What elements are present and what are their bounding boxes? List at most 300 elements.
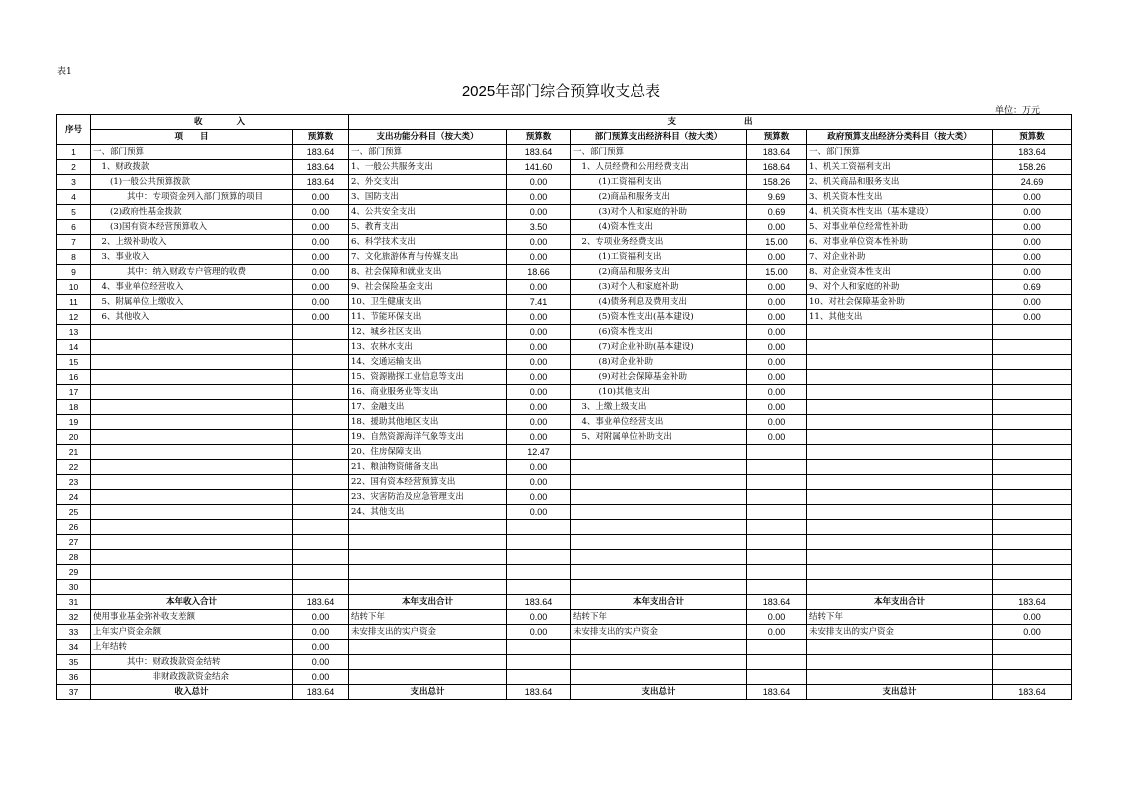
functional-item-cell [349,520,507,535]
income-amount-cell [293,415,349,430]
gov-economic-item-cell: 2、机关商品和服务支出 [807,175,993,190]
gov-economic-item-cell: 未安排支出的实户资金 [807,625,993,640]
income-amount-cell [293,580,349,595]
table-row [57,610,1072,625]
gov-economic-item-cell: 一、部门预算 [807,145,993,160]
dept-economic-amount-cell: 168.64 [747,160,807,175]
dept-economic-amount-cell [747,565,807,580]
dept-economic-item-cell: (9)对社会保障基金补助 [571,370,747,385]
col-header-dept-economic-item: 部门预算支出经济科目（按大类） [571,130,747,145]
income-item-cell: (1)一般公共预算拨款 [91,175,293,190]
income-amount-cell [293,340,349,355]
dept-economic-item-cell: (8)对企业补助 [571,355,747,370]
gov-economic-amount-cell: 0.00 [993,205,1072,220]
income-item-cell: 本年收入合计 [91,595,293,610]
gov-economic-amount-cell [993,325,1072,340]
income-amount-cell [293,355,349,370]
col-header-functional-amount: 预算数 [507,130,571,145]
table-row [57,400,1072,415]
table-row [57,370,1072,385]
dept-economic-amount-cell [747,670,807,685]
gov-economic-item-cell [807,400,993,415]
income-item-cell: (2)政府性基金拨款 [91,205,293,220]
dept-economic-item-cell: (4)债务利息及费用支出 [571,295,747,310]
seq-cell: 34 [57,640,91,655]
gov-economic-item-cell [807,475,993,490]
income-item-cell [91,355,293,370]
table-row [57,625,1072,640]
dept-economic-item-cell [571,520,747,535]
dept-economic-amount-cell: 0.69 [747,205,807,220]
gov-economic-amount-cell: 0.69 [993,280,1072,295]
income-item-cell [91,460,293,475]
gov-economic-item-cell [807,430,993,445]
dept-economic-amount-cell: 183.64 [747,145,807,160]
dept-economic-amount-cell: 15.00 [747,235,807,250]
col-header-income-amount: 预算数 [293,130,349,145]
income-item-cell: 上年结转 [91,640,293,655]
income-amount-cell [293,475,349,490]
functional-item-cell: 20、住房保障支出 [349,445,507,460]
income-amount-cell [293,505,349,520]
header-group-row [57,115,1072,130]
income-item-cell: (3)国有资本经营预算收入 [91,220,293,235]
table-row [57,670,1072,685]
dept-economic-item-cell: 一、部门预算 [571,145,747,160]
income-item-cell [91,550,293,565]
gov-economic-amount-cell: 0.00 [993,190,1072,205]
gov-economic-item-cell: 7、对企业补助 [807,250,993,265]
income-item-cell [91,325,293,340]
gov-economic-amount-cell [993,415,1072,430]
functional-item-cell [349,535,507,550]
dept-economic-item-cell [571,670,747,685]
gov-economic-item-cell [807,535,993,550]
functional-amount-cell [507,520,571,535]
income-amount-cell: 0.00 [293,265,349,280]
dept-economic-amount-cell [747,580,807,595]
income-item-cell [91,385,293,400]
functional-amount-cell [507,655,571,670]
functional-amount-cell [507,565,571,580]
table-row [57,655,1072,670]
gov-economic-item-cell: 结转下年 [807,610,993,625]
dept-economic-item-cell: (6)资本性支出 [571,325,747,340]
functional-amount-cell: 0.00 [507,310,571,325]
dept-economic-item-cell [571,445,747,460]
gov-economic-amount-cell [993,655,1072,670]
table-row [57,565,1072,580]
income-item-cell: 其中：纳入财政专户管理的收费 [91,265,293,280]
dept-economic-amount-cell [747,475,807,490]
seq-cell: 19 [57,415,91,430]
income-amount-cell: 183.64 [293,685,349,700]
gov-economic-item-cell [807,520,993,535]
seq-cell: 3 [57,175,91,190]
gov-economic-amount-cell: 0.00 [993,295,1072,310]
income-item-cell [91,505,293,520]
functional-item-cell: 24、其他支出 [349,505,507,520]
functional-item-cell: 22、国有资本经营预算支出 [349,475,507,490]
income-item-cell [91,490,293,505]
functional-amount-cell: 0.00 [507,175,571,190]
dept-economic-amount-cell: 183.64 [747,595,807,610]
dept-economic-amount-cell [747,460,807,475]
gov-economic-amount-cell [993,580,1072,595]
gov-economic-amount-cell: 183.64 [993,685,1072,700]
seq-cell: 36 [57,670,91,685]
gov-economic-amount-cell [993,490,1072,505]
functional-amount-cell [507,640,571,655]
dept-economic-item-cell: (1)工资福利支出 [571,175,747,190]
income-amount-cell: 0.00 [293,235,349,250]
seq-cell: 7 [57,235,91,250]
table-row [57,205,1072,220]
gov-economic-item-cell: 5、对事业单位经常性补助 [807,220,993,235]
unit-label: 单位：万元 [994,106,1040,116]
income-amount-cell: 0.00 [293,190,349,205]
dept-economic-item-cell: 4、事业单位经营支出 [571,415,747,430]
income-amount-cell: 0.00 [293,655,349,670]
seq-cell: 15 [57,355,91,370]
functional-item-cell: 4、公共安全支出 [349,205,507,220]
income-item-cell: 6、其他收入 [91,310,293,325]
income-item-cell [91,400,293,415]
table-row [57,460,1072,475]
income-item-cell [91,535,293,550]
functional-amount-cell: 0.00 [507,505,571,520]
functional-item-cell: 5、教育支出 [349,220,507,235]
functional-amount-cell: 0.00 [507,430,571,445]
dept-economic-amount-cell: 158.26 [747,175,807,190]
dept-economic-amount-cell [747,445,807,460]
table-row [57,190,1072,205]
table-row [57,520,1072,535]
gov-economic-item-cell [807,415,993,430]
dept-economic-item-cell: 支出总计 [571,685,747,700]
income-item-cell: 其中：专项资金列入部门预算的项目 [91,190,293,205]
seq-cell: 29 [57,565,91,580]
table-row [57,430,1072,445]
table-row [57,340,1072,355]
seq-cell: 24 [57,490,91,505]
dept-economic-item-cell [571,565,747,580]
dept-economic-item-cell: (5)资本性支出(基本建设) [571,310,747,325]
income-item-cell [91,430,293,445]
dept-economic-item-cell: (7)对企业补助(基本建设) [571,340,747,355]
gov-economic-item-cell: 6、对事业单位资本性补助 [807,235,993,250]
seq-cell: 13 [57,325,91,340]
table-row [57,490,1072,505]
dept-economic-item-cell: (2)商品和服务支出 [571,190,747,205]
income-amount-cell: 0.00 [293,610,349,625]
gov-economic-amount-cell: 0.00 [993,265,1072,280]
gov-economic-item-cell [807,580,993,595]
income-amount-cell [293,550,349,565]
seq-cell: 4 [57,190,91,205]
functional-item-cell: 15、资源勘探工业信息等支出 [349,370,507,385]
gov-economic-item-cell [807,670,993,685]
income-amount-cell: 0.00 [293,205,349,220]
dept-economic-item-cell: (10)其他支出 [571,385,747,400]
gov-economic-item-cell: 4、机关资本性支出（基本建设） [807,205,993,220]
table-row [57,595,1072,610]
table-row [57,385,1072,400]
col-header-gov-economic-amount: 预算数 [993,130,1072,145]
functional-amount-cell: 0.00 [507,190,571,205]
gov-economic-amount-cell [993,475,1072,490]
table-row [57,310,1072,325]
seq-cell: 37 [57,685,91,700]
table-row [57,265,1072,280]
dept-economic-amount-cell: 0.00 [747,415,807,430]
gov-economic-amount-cell [993,355,1072,370]
table-row [57,475,1072,490]
functional-amount-cell [507,550,571,565]
dept-economic-item-cell [571,640,747,655]
seq-header: 序号 [57,115,91,145]
income-item-cell: 5、附属单位上缴收入 [91,295,293,310]
table-row [57,280,1072,295]
seq-cell: 21 [57,445,91,460]
gov-economic-amount-cell: 24.69 [993,175,1072,190]
gov-economic-amount-cell [993,565,1072,580]
gov-economic-amount-cell [993,430,1072,445]
income-amount-cell [293,460,349,475]
table-row [57,220,1072,235]
col-header-income-item: 项 目 [91,130,293,145]
gov-economic-item-cell [807,640,993,655]
functional-item-cell [349,580,507,595]
gov-economic-amount-cell: 0.00 [993,610,1072,625]
gov-economic-amount-cell: 183.64 [993,595,1072,610]
income-amount-cell [293,385,349,400]
dept-economic-amount-cell: 0.00 [747,340,807,355]
dept-economic-amount-cell: 0.00 [747,430,807,445]
income-amount-cell [293,400,349,415]
gov-economic-amount-cell [993,445,1072,460]
gov-economic-amount-cell: 0.00 [993,250,1072,265]
gov-economic-amount-cell: 158.26 [993,160,1072,175]
gov-economic-item-cell: 11、其他支出 [807,310,993,325]
dept-economic-item-cell [571,460,747,475]
functional-amount-cell: 18.66 [507,265,571,280]
dept-economic-item-cell: (3)对个人和家庭补助 [571,280,747,295]
functional-amount-cell: 3.50 [507,220,571,235]
dept-economic-item-cell: (4)资本性支出 [571,220,747,235]
seq-cell: 27 [57,535,91,550]
functional-amount-cell: 0.00 [507,280,571,295]
dept-economic-amount-cell [747,535,807,550]
gov-economic-item-cell: 1、机关工资福利支出 [807,160,993,175]
income-amount-cell: 0.00 [293,670,349,685]
dept-economic-item-cell [571,580,747,595]
gov-economic-item-cell [807,370,993,385]
seq-cell: 28 [57,550,91,565]
dept-economic-item-cell: 3、上缴上级支出 [571,400,747,415]
gov-economic-amount-cell [993,550,1072,565]
seq-cell: 10 [57,280,91,295]
table-row [57,505,1072,520]
dept-economic-item-cell: 未安排支出的实户资金 [571,625,747,640]
dept-economic-amount-cell: 0.00 [747,385,807,400]
income-amount-cell: 0.00 [293,250,349,265]
functional-item-cell: 6、科学技术支出 [349,235,507,250]
gov-economic-amount-cell [993,640,1072,655]
functional-amount-cell: 0.00 [507,625,571,640]
functional-item-cell: 结转下年 [349,610,507,625]
seq-cell: 22 [57,460,91,475]
functional-item-cell: 1、一般公共服务支出 [349,160,507,175]
functional-amount-cell: 12.47 [507,445,571,460]
gov-economic-amount-cell [993,505,1072,520]
income-item-cell: 其中：财政拨款资金结转 [91,655,293,670]
table-row [57,295,1072,310]
functional-item-cell: 17、金融支出 [349,400,507,415]
table-label: 表1 [57,67,72,77]
gov-economic-item-cell: 本年支出合计 [807,595,993,610]
functional-item-cell [349,550,507,565]
seq-cell: 9 [57,265,91,280]
gov-economic-item-cell [807,565,993,580]
functional-item-cell: 2、外交支出 [349,175,507,190]
dept-economic-amount-cell: 0.00 [747,295,807,310]
gov-economic-item-cell [807,505,993,520]
functional-item-cell: 21、粮油物资储备支出 [349,460,507,475]
income-amount-cell [293,520,349,535]
income-item-cell [91,520,293,535]
seq-cell: 14 [57,340,91,355]
functional-amount-cell: 0.00 [507,235,571,250]
income-item-cell: 4、事业单位经营收入 [91,280,293,295]
income-amount-cell: 183.64 [293,595,349,610]
income-amount-cell: 0.00 [293,280,349,295]
income-amount-cell: 0.00 [293,640,349,655]
seq-cell: 20 [57,430,91,445]
table-row [57,415,1072,430]
income-amount-cell [293,430,349,445]
functional-item-cell: 16、商业服务业等支出 [349,385,507,400]
functional-item-cell: 9、社会保险基金支出 [349,280,507,295]
col-header-functional-item: 支出功能分科目（按大类） [349,130,507,145]
dept-economic-item-cell: 本年支出合计 [571,595,747,610]
dept-economic-item-cell: 1、人员经费和公用经费支出 [571,160,747,175]
seq-cell: 26 [57,520,91,535]
income-amount-cell [293,565,349,580]
functional-amount-cell: 0.00 [507,340,571,355]
seq-cell: 18 [57,400,91,415]
dept-economic-item-cell [571,550,747,565]
dept-economic-amount-cell: 0.00 [747,280,807,295]
table-row [57,175,1072,190]
functional-amount-cell: 183.64 [507,145,571,160]
functional-amount-cell: 0.00 [507,475,571,490]
functional-amount-cell: 0.00 [507,385,571,400]
seq-cell: 8 [57,250,91,265]
dept-economic-item-cell: 2、专项业务经费支出 [571,235,747,250]
functional-item-cell [349,670,507,685]
dept-economic-item-cell: 结转下年 [571,610,747,625]
dept-economic-amount-cell: 0.00 [747,220,807,235]
gov-economic-item-cell [807,355,993,370]
dept-economic-item-cell [571,655,747,670]
gov-economic-item-cell: 9、对个人和家庭的补助 [807,280,993,295]
functional-item-cell: 本年支出合计 [349,595,507,610]
table-body [57,145,1072,700]
gov-economic-item-cell [807,550,993,565]
functional-item-cell: 19、自然资源海洋气象等支出 [349,430,507,445]
income-group-header: 收 入 [91,115,349,130]
functional-item-cell: 11、节能环保支出 [349,310,507,325]
income-amount-cell [293,325,349,340]
col-header-gov-economic-item: 政府预算支出经济分类科目（按大类） [807,130,993,145]
gov-economic-item-cell [807,490,993,505]
functional-amount-cell: 7.41 [507,295,571,310]
functional-amount-cell: 0.00 [507,460,571,475]
functional-item-cell: 12、城乡社区支出 [349,325,507,340]
functional-item-cell [349,565,507,580]
functional-amount-cell: 141.60 [507,160,571,175]
gov-economic-item-cell: 3、机关资本性支出 [807,190,993,205]
gov-economic-amount-cell [993,670,1072,685]
gov-economic-amount-cell [993,535,1072,550]
seq-cell: 16 [57,370,91,385]
dept-economic-amount-cell: 0.00 [747,400,807,415]
functional-item-cell: 7、文化旅游体育与传媒支出 [349,250,507,265]
functional-item-cell: 未安排支出的实户资金 [349,625,507,640]
budget-summary-table [56,114,1072,700]
functional-item-cell: 3、国防支出 [349,190,507,205]
table-row [57,685,1072,700]
income-amount-cell: 0.00 [293,310,349,325]
dept-economic-amount-cell: 0.00 [747,310,807,325]
functional-amount-cell: 0.00 [507,355,571,370]
gov-economic-amount-cell: 183.64 [993,145,1072,160]
functional-amount-cell: 0.00 [507,205,571,220]
functional-item-cell [349,655,507,670]
functional-amount-cell: 183.64 [507,685,571,700]
seq-cell: 1 [57,145,91,160]
functional-amount-cell [507,580,571,595]
page-title: 2025年部门综合预算收支总表 [461,83,661,100]
table-row [57,580,1072,595]
table-row [57,325,1072,340]
functional-item-cell: 23、灾害防治及应急管理支出 [349,490,507,505]
income-amount-cell: 0.00 [293,625,349,640]
functional-item-cell: 18、援助其他地区支出 [349,415,507,430]
dept-economic-amount-cell [747,505,807,520]
functional-item-cell: 14、交通运输支出 [349,355,507,370]
table-row [57,535,1072,550]
functional-amount-cell: 0.00 [507,325,571,340]
functional-amount-cell: 0.00 [507,250,571,265]
income-amount-cell: 0.00 [293,220,349,235]
dept-economic-item-cell: (1)工资福利支出 [571,250,747,265]
gov-economic-amount-cell: 0.00 [993,310,1072,325]
dept-economic-amount-cell [747,655,807,670]
functional-item-cell: 13、农林水支出 [349,340,507,355]
functional-amount-cell: 0.00 [507,610,571,625]
seq-cell: 5 [57,205,91,220]
income-amount-cell: 183.64 [293,145,349,160]
gov-economic-amount-cell [993,340,1072,355]
functional-amount-cell: 183.64 [507,595,571,610]
income-amount-cell [293,490,349,505]
income-amount-cell [293,445,349,460]
table-row [57,445,1072,460]
functional-item-cell: 10、卫生健康支出 [349,295,507,310]
gov-economic-item-cell [807,460,993,475]
